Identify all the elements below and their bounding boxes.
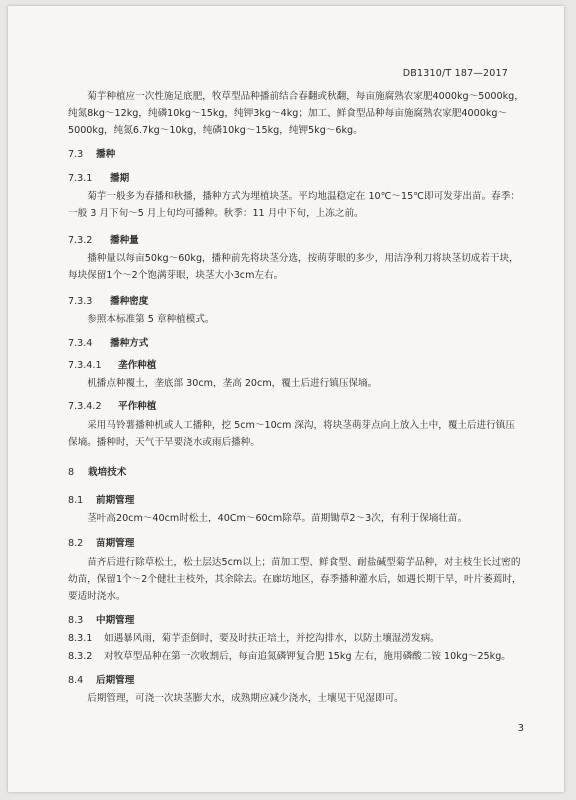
section-number: 8 <box>68 467 75 478</box>
section-7-3-heading <box>68 146 115 160</box>
section-7-3-2-heading <box>68 232 139 246</box>
item-8-3-2 <box>68 648 524 665</box>
section-number: 7.3 <box>68 149 84 160</box>
section-7-3-4-2-heading <box>68 398 156 412</box>
section-title: 后期管理 <box>96 675 135 686</box>
section-title: 平作种植 <box>118 401 157 412</box>
item-text: 对牧草型品种在第一次收割后，每亩追氮磷钾复合肥 15kg 左右，施用磷酸二铵 10kg～25kg。 <box>104 651 511 662</box>
item-number: 8.3.2 <box>68 651 93 662</box>
item-number: 8.3.1 <box>68 633 93 644</box>
section-number: 8.2 <box>68 538 84 549</box>
section-8-1-text: 茎叶高20cm～40cm时松土，40Cm～60cm除草。苗期锄草2～3次，有利于保墒壮苗。 <box>87 513 468 524</box>
section-7-3-1-text: 菊芋一般多为春播和秋播，播种方式为埋植块茎。平均地温稳定在 10℃～15℃即可发芽出苗。春季：一般 3 月下旬～5 月上旬均可播种。秋季：11 月中下旬，上冻之前。 <box>68 191 520 219</box>
section-8-4-text: 后期管理，可浇一次块茎膨大水，成熟期应减少浇水，土壤见干见湿即可。 <box>87 693 404 704</box>
section-title: 栽培技术 <box>88 467 127 478</box>
section-7-3-4-1-text: 机播点种覆土，垄底部 30cm，垄高 20cm，覆土后进行镇压保墒。 <box>87 378 378 389</box>
section-8-3-heading <box>68 612 134 626</box>
section-7-3-1-heading <box>68 170 129 184</box>
section-7-3-4-1-heading <box>68 357 156 371</box>
section-title: 播期 <box>110 173 130 184</box>
section-title: 播种 <box>96 149 116 160</box>
section-8-2-heading <box>68 535 134 549</box>
section-title: 垄作种植 <box>118 360 157 371</box>
document-page <box>8 6 564 792</box>
section-title: 中期管理 <box>96 615 135 626</box>
section-title: 苗期管理 <box>96 538 135 549</box>
section-number: 7.3.2 <box>68 235 93 246</box>
item-8-3-1 <box>68 630 524 647</box>
document-code: DB1310/T 187—2017 <box>402 68 508 79</box>
section-number: 8.1 <box>68 495 84 506</box>
section-8-heading <box>68 464 126 478</box>
section-number: 7.3.4 <box>68 338 93 349</box>
section-number: 8.4 <box>68 675 84 686</box>
section-8-1-heading <box>68 492 134 506</box>
section-number: 7.3.4.2 <box>68 401 102 412</box>
item-text: 如遇暴风雨，菊芋歪倒时，要及时扶正培土，并挖沟排水，以防土壤湿涝发病。 <box>104 633 440 644</box>
section-number: 8.3 <box>68 615 84 626</box>
section-title: 前期管理 <box>96 495 135 506</box>
section-7-3-4-heading <box>68 335 148 349</box>
section-8-2-text: 苗齐后进行除草松土，松土层达5cm以上；苗加工型、鲜食型、耐盐碱型菊芋品种，对主枝生长过密的幼苗，保留1个～2个健壮主枝外，其余除去。在廊坊地区，春季播种灌水后，如遇长期干旱，叶片萎蔫时，要适时浇水。 <box>68 557 522 602</box>
section-title: 播种方式 <box>110 338 149 349</box>
section-number: 7.3.4.1 <box>68 360 102 371</box>
page-number: 3 <box>517 723 524 734</box>
section-number: 7.3.1 <box>68 173 93 184</box>
section-7-3-3-text: 参照本标准第 5 章种植模式。 <box>87 314 215 325</box>
section-7-3-3-heading <box>68 293 148 307</box>
section-7-3-2-text: 播种量以每亩50kg～60kg，播种前先将块茎分选，按萌芽眼的多少，用洁净利刀将块茎切成若干块，每块保留1个～2个饱满芽眼，块茎大小3cm左右。 <box>68 253 519 281</box>
section-number: 7.3.3 <box>68 296 93 307</box>
section-7-3-4-2-text: 采用马铃薯播种机或人工播种，挖 5cm～10cm 深沟，将块茎萌芽点向上放入土中，覆土后进行镇压保墒。播种时，天气干旱要浇水或雨后播种。 <box>68 420 515 448</box>
section-title: 播种密度 <box>110 296 149 307</box>
fertilizer-paragraph: 菊芋种植应一次性施足底肥，牧草型品种播前结合春翻或秋翻，每亩施腐熟农家肥4000kg～5000kg，纯氮8kg～12kg，纯磷10kg～15kg，纯钾3kg～4kg；加工、鲜食型品种每亩施腐熟农家肥4000kg～5000kg，纯氮6.7kg～10kg，纯磷10kg～15kg，纯钾5kg～6kg。 <box>68 91 524 136</box>
section-8-4-heading <box>68 672 134 686</box>
section-title: 播种量 <box>110 235 139 246</box>
